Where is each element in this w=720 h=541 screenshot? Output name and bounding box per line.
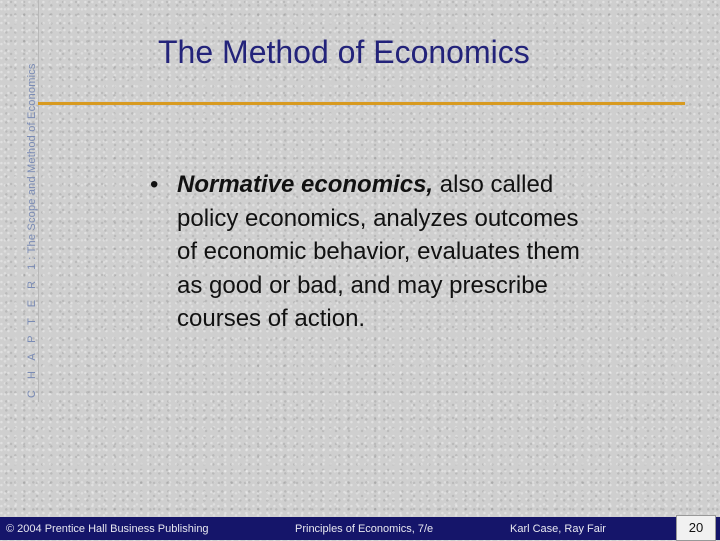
bullet-icon: •	[150, 171, 159, 198]
title-divider	[38, 102, 685, 105]
bullet-list	[150, 168, 580, 336]
chapter-separator: :	[26, 256, 38, 260]
page-number: 20	[676, 515, 716, 541]
bullet-text: also called policy economics, analyzes outcomes of economic behavior, evaluates them as good or bad, and may prescribe courses of action.	[177, 171, 580, 332]
chapter-sidebar	[0, 0, 39, 402]
slide-title: The Method of Economics	[158, 34, 530, 70]
chapter-sidebar-text	[26, 63, 38, 398]
bullet-item	[177, 168, 580, 336]
chapter-title: The Scope and Method of Economics	[26, 63, 38, 254]
bullet-term: Normative economics,	[177, 171, 434, 198]
footer-bar	[0, 517, 720, 540]
chapter-label: C H A P T E R 1	[26, 259, 38, 398]
footer-book-title: Principles of Economics, 7/e	[295, 523, 434, 535]
footer-copyright: © 2004 Prentice Hall Business Publishing	[6, 523, 209, 535]
footer-authors: Karl Case, Ray Fair	[510, 523, 606, 535]
